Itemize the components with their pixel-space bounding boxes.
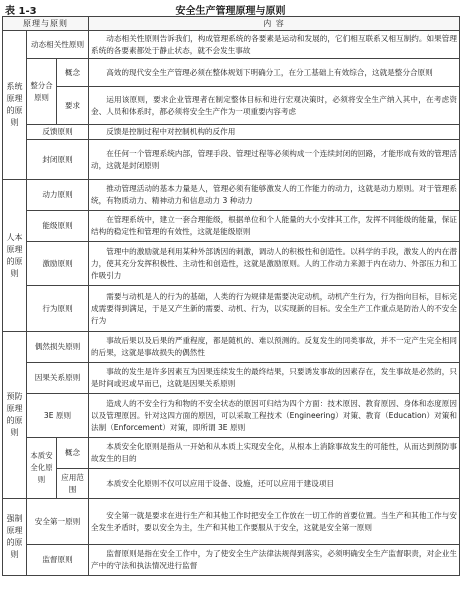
principle-content: 运用该原则，要求企业管理者在制定整体目标和进行宏观决策时，必须将安全生产纳入其中，在考虑资金、人员和体系时，都必须将安全生产作为一项重要内容考虑 [89,87,460,125]
principle-name: 行为原则 [27,286,89,332]
principle-name: 本质安全化原则 [27,438,57,499]
table-row [3,363,460,394]
category-system: 系统原理的原则 [3,31,27,180]
principle-content: 管理中的激励就是利用某种外部诱因的刺激，调动人的积极性和创造性。以科学的手段，激发人的内在潜力，使其充分发挥积极性、主动性和创造性，这就是激励原则。人的工作动力来源于内在动力、外部压力和工作吸引力 [89,242,460,286]
principle-content: 动态相关性原则告诉我们，构成管理系统的各要素是运动和发展的，它们相互联系又相互制约。如果管理系统的各要素都处于静止状态，就不会发生事故 [89,31,460,59]
table-row [3,31,460,59]
principle-content: 高效的现代安全生产管理必须在整体规划下明确分工，在分工基础上有效综合，这就是整分合原则 [89,59,460,87]
principle-name: 3E 原则 [27,394,89,438]
principle-name: 偶然损失原则 [27,332,89,363]
table-row [3,180,460,211]
principle-name: 监督原则 [27,545,89,576]
principle-name: 动力原则 [27,180,89,211]
principle-content: 本质安全化原则是指从一开始和从本质上实现安全化，从根本上消除事故发生的可能性，从而达到预防事故发生的目的 [89,438,460,469]
document-page [2,1,459,576]
principle-name: 能级原则 [27,211,89,242]
principle-content: 事故后果以及后果的严重程度，都是随机的、难以预测的。反复发生的同类事故，并不一定产生完全相同的后果，这就是事故损失的偶然性 [89,332,460,363]
principle-content: 在任何一个管理系统内部，管理手段、管理过程等必须构成一个连续封闭的回路，才能形成有效的管理活动，这就是封闭原则 [89,140,460,180]
table-row [3,59,460,87]
principle-name: 整分合原则 [27,59,57,125]
header-content: 内 容 [89,17,460,31]
principle-name: 封闭原则 [27,140,89,180]
principle-content: 在管理系统中，建立一套合理能级，根据单位和个人能量的大小安排其工作，发挥不同能级的能量，保证结构的稳定性和管理的有效性，这就是能级原则 [89,211,460,242]
table-row [3,286,460,332]
principle-name: 动态相关性原则 [27,31,89,59]
category-mandatory: 强制原理的原则 [3,499,27,576]
principle-name: 激励原则 [27,242,89,286]
principle-name: 安全第一原则 [27,499,89,545]
principle-content: 安全第一就是要求在进行生产和其他工作时把安全工作放在一切工作的首要位置。当生产和其他工作与安全发生矛盾时，要以安全为主，生产和其他工作要服从于安全，这就是安全第一原则 [89,499,460,545]
header-row [3,17,460,31]
table-row [3,87,460,125]
table-row [3,545,460,576]
principle-content: 需要与动机是人的行为的基础，人类的行为规律是需要决定动机，动机产生行为，行为指向目标，目标完成需要得到满足，于是又产生新的需要、动机、行为，以实现新的目标。安全生产工作重点是防治人的不安全行为 [89,286,460,332]
principle-content: 事故的发生是许多因素互为因果连续发生的最终结果，只要诱发事故的因素存在，发生事故是必然的，只是时间或迟或早而已，这就是因果关系原则 [89,363,460,394]
principles-table [2,16,460,576]
table-row [3,469,460,499]
header-principle: 原理与原则 [3,17,89,31]
principle-content: 本质安全化原则不仅可以应用于设备、设施，还可以应用于建设项目 [89,469,460,499]
principle-name: 反馈原则 [27,125,89,140]
principle-content: 监督原则是指在安全工作中，为了使安全生产法律法规得到落实，必须明确安全生产监督职责，对企业生产中的守法和执法情况进行监督 [89,545,460,576]
table-row [3,211,460,242]
table-title: 安全生产管理原理与原则 [175,6,286,17]
principle-sub-label: 概念 [57,59,89,87]
principle-content: 反馈是控制过程中对控制机构的反作用 [89,125,460,140]
table-row [3,332,460,363]
principle-content: 推动管理活动的基本力量是人，管理必须有能够激发人的工作能力的动力，这就是动力原则。对于管理系统，有物质动力、精神动力和信息动力 3 种动力 [89,180,460,211]
principle-sub-label: 概念 [57,438,89,469]
table-row [3,242,460,286]
category-human: 人本原理的原则 [3,180,27,332]
principle-sub-label: 要求 [57,87,89,125]
table-number: 表 1-3 [5,6,37,17]
table-row [3,394,460,438]
table-row [3,499,460,545]
table-caption [2,1,459,16]
table-row [3,125,460,140]
category-prevention: 预防原理的原则 [3,332,27,499]
principle-content: 造成人的不安全行为和物的不安全状态的原因可归结为四个方面：技术原因、教育原因、身体和态度原因以及管理原因。针对这四方面的原因，可以采取工程技术（Engineering）对策、教育（Education）对策和法制（Enforcement）对策，即所谓 3E 原则 [89,394,460,438]
table-row [3,438,460,469]
table-row [3,140,460,180]
principle-sub-label: 应用范围 [57,469,89,499]
principle-name: 因果关系原则 [27,363,89,394]
